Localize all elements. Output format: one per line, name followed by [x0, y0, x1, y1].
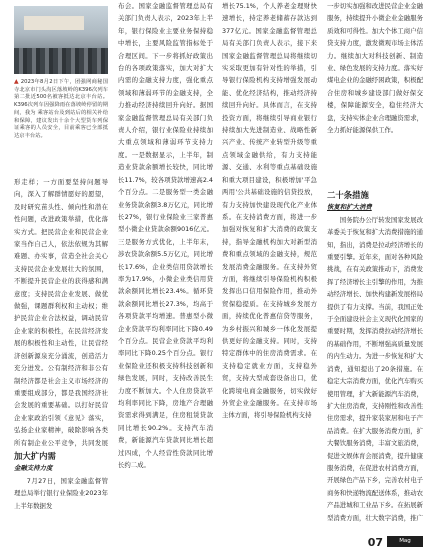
section-subtitle-2: 恢复和扩大消费 [327, 203, 372, 212]
brand-logo: Mag [387, 536, 423, 547]
photo-caption [14, 78, 108, 176]
column-2 [118, 0, 213, 550]
section-title-2: 二十条措施 [327, 190, 369, 200]
section-subtitle: 金融支持力度 [14, 464, 53, 473]
column-4-body: 一步切实加强和改进民营企业金融服务，持续提升小微企业金融服务质效和可得性。加大个体工商户信贷支持力度，激发微观市场主体活力。继续加大对科技创新、制造业、绿色发展的支持力度。落实好煤电企业的金融纾困政策，积极配合住房和城乡建设部门做好保交楼，保障能源安全，稳住经济大盘，支持实体企业合理融资需求，全力抓好能源保供工作。 [327, 2, 423, 135]
page-footer [327, 536, 423, 550]
caption-text: 2023年8月2日下午，团强网商秘国寺北京市门头沟区落坡岭的K396次列车第二批近500名被客抵达北京丰台站。K396次列车因强降雨在落坡岭停留的期间，我为 乘客站台及到站后的相关补给和保障，建议发出十余个大型货车列保证乘客的人员安全，目前乘客已全部抵达京丰台站。 [14, 79, 108, 139]
column-3-body: 增长75.1%，个人养老金理财快速增长，持定养老储蓄存款达到377亿元。国家金融监督管理总局有关部门负责人表示，接下来国家金融监督管理总局将继续切实采取更加有针对性的举措，引导银行保险机构支持增强发展动能、优化经济结构，推动经济持续回升向好。具体而言，在支持投资方面，将继续引导商业银行持续加大先进制造业、战略性新兴产业、传统产业转型升级等重点领域金融供给，有力支持能源、交通、水利等重点基础设施和重大项目建设，积极增加'平急两用'公共基础设施的信贷投放，有力支持加快建设现代化产业体系。在支持消费方面，将进一步加强对恢复和扩大消费的政策支持，指导金融机构加大对新型消费和重点领域的金融支持，规范发展消费金融服务。在支持外贸方面，将继续引导保险机构积极发挥出口信用保险作用，推动外贸保稳提质。在支持城乡发展方面，持续优化普惠信贷等服务，为乡村振兴和城乡一体化发展提供更好的金融支持。同时，支持特定群体中的住房消费需求。在支持稳定就业方面，支持稳外贸，支持大型成套设备出口，优化跨境电商金融服务，切实做好外贸企业金融服务。在支持市场主体方面，将引导保险机构支持 [222, 2, 317, 420]
station-sign [24, 16, 84, 30]
column-3 [222, 0, 317, 550]
column-2-body: 布会。国家金融监督管理总局有关部门负责人表示，2023年上半年，银行保险业主要业务保持稳中增长，主要风险监管指标处于合理区间。下一步将抓好政策出台的各项政策落实，加大对扩大内需的金融支持力度，强化重点领域和薄弱环节的金融支持，全力推动经济持续回升向好。据国家金融监督管理总局有关部门负责人介绍，银行业保险业持续加大重点领域和薄弱环节支持力度。一是数据显示，上半年，制造业贷款余额增长较快，同比增长11.7%，较各项贷款增速高2.4个百分点。二是服务型一类金融业务贷款余额3.8万亿元，同比增长27%，银行业保险业三家普惠型小微企业贷款余额9016亿元。三是服务方式优化，上半年末，涉农贷款余额5.5万亿元，同比增长17.6%，企业类信用贷款增长率为17.9%，小微企业类信用贷款余额同比增长23.4%。循环贷款余额同比增长27.3%，均高于各项贷款平均增速。普惠型小微企业贷款平均利率同比下降0.49个百分点。民营企业贷款平均利率同比下降0.25个百分点。银行业保险业还积极支持科技创新和绿色发展，同时，支持改善民生力度不断加大。个人住房贷款平均利率同比下降，房地产合理融资需求得到满足，住房租赁贷款同比增长90.2%。支持汽车消费，新能源汽车贷款同比增长超过四成，个人经营性贷款同比增长约二成。 [118, 2, 213, 470]
column-1 [14, 0, 108, 515]
triangle-icon: ▲ [14, 78, 19, 85]
column-1-body: 形走样；一方面要坚持问题导向，深入了解群情愿好的愿望，及时研究苗头性、倾向性和潜在性问题，改进政策举措，优化落实方式。把民营企业和民营企业家当作自己人，依法依规为其解难题、办实事，营造全社会关心支持民营企业发展壮大的氛围，不断提升民营企业的获得感和满意度；支持民营企业发展、做优做强，课题群利权和主动权；维护民营企业合法权益，调动民营企业家的积极性，在民营经济发展的积极性和主动性，让民营经济创新源泉充分涌流，创造活力充分迸发。公有制经济和非公有制经济都是社会主义市场经济的重要组成部分，都是我国经济社会发展的重要基础。以打好民营企业家政治引领《意见》落实，弘扬企业家精神，破除影响各类所有制企业公平竞争，共同发展 [14, 178, 108, 447]
column-4 [327, 0, 423, 524]
news-photo [14, 6, 108, 74]
column-4-tail: 国务院办公厅转发国家发展改革委关于恢复和扩大消费措施的通知，指出，消费是拉动经济增长的重要引擎。近年来，面对各种风险挑战，在有关政策推动下，消费发挥了经济增长主引擎的作用，为推动经济增长、加快构建新发展格局提供了有力支撑。当前，我国正处于全面建设社会主义现代化国家的重要时期，发挥消费拉动经济增长的基础作用，不断增强高质量发展的内生动力。为进一步恢复和扩大消费，通知提出了20条措施。在稳定大宗消费方面，优化汽车购买使用管理，扩大新能源汽车消费，扩大住房消费，支持刚性和改善性住房需求，提升家装家居和电子产品消费。在扩大服务消费方面，扩大餐饮服务消费，丰富文旅消费，促进文娱体育会展消费，提升健康服务消费，在促进农村消费方面，开展绿色产品下乡，完善农村电子商务和快递物流配送体系，推动农产品进城和工业品下乡。在拓展新型消费方面，壮大数字消费，推广 [327, 215, 423, 522]
page-number: 07 [367, 536, 383, 549]
crowd-figures [14, 48, 108, 74]
column-1-tail: 7月27日，国家金融监督管理总局举行银行业保险业2023年上半年数据发 [14, 476, 108, 510]
section-title: 加大扩内需 [14, 451, 56, 461]
